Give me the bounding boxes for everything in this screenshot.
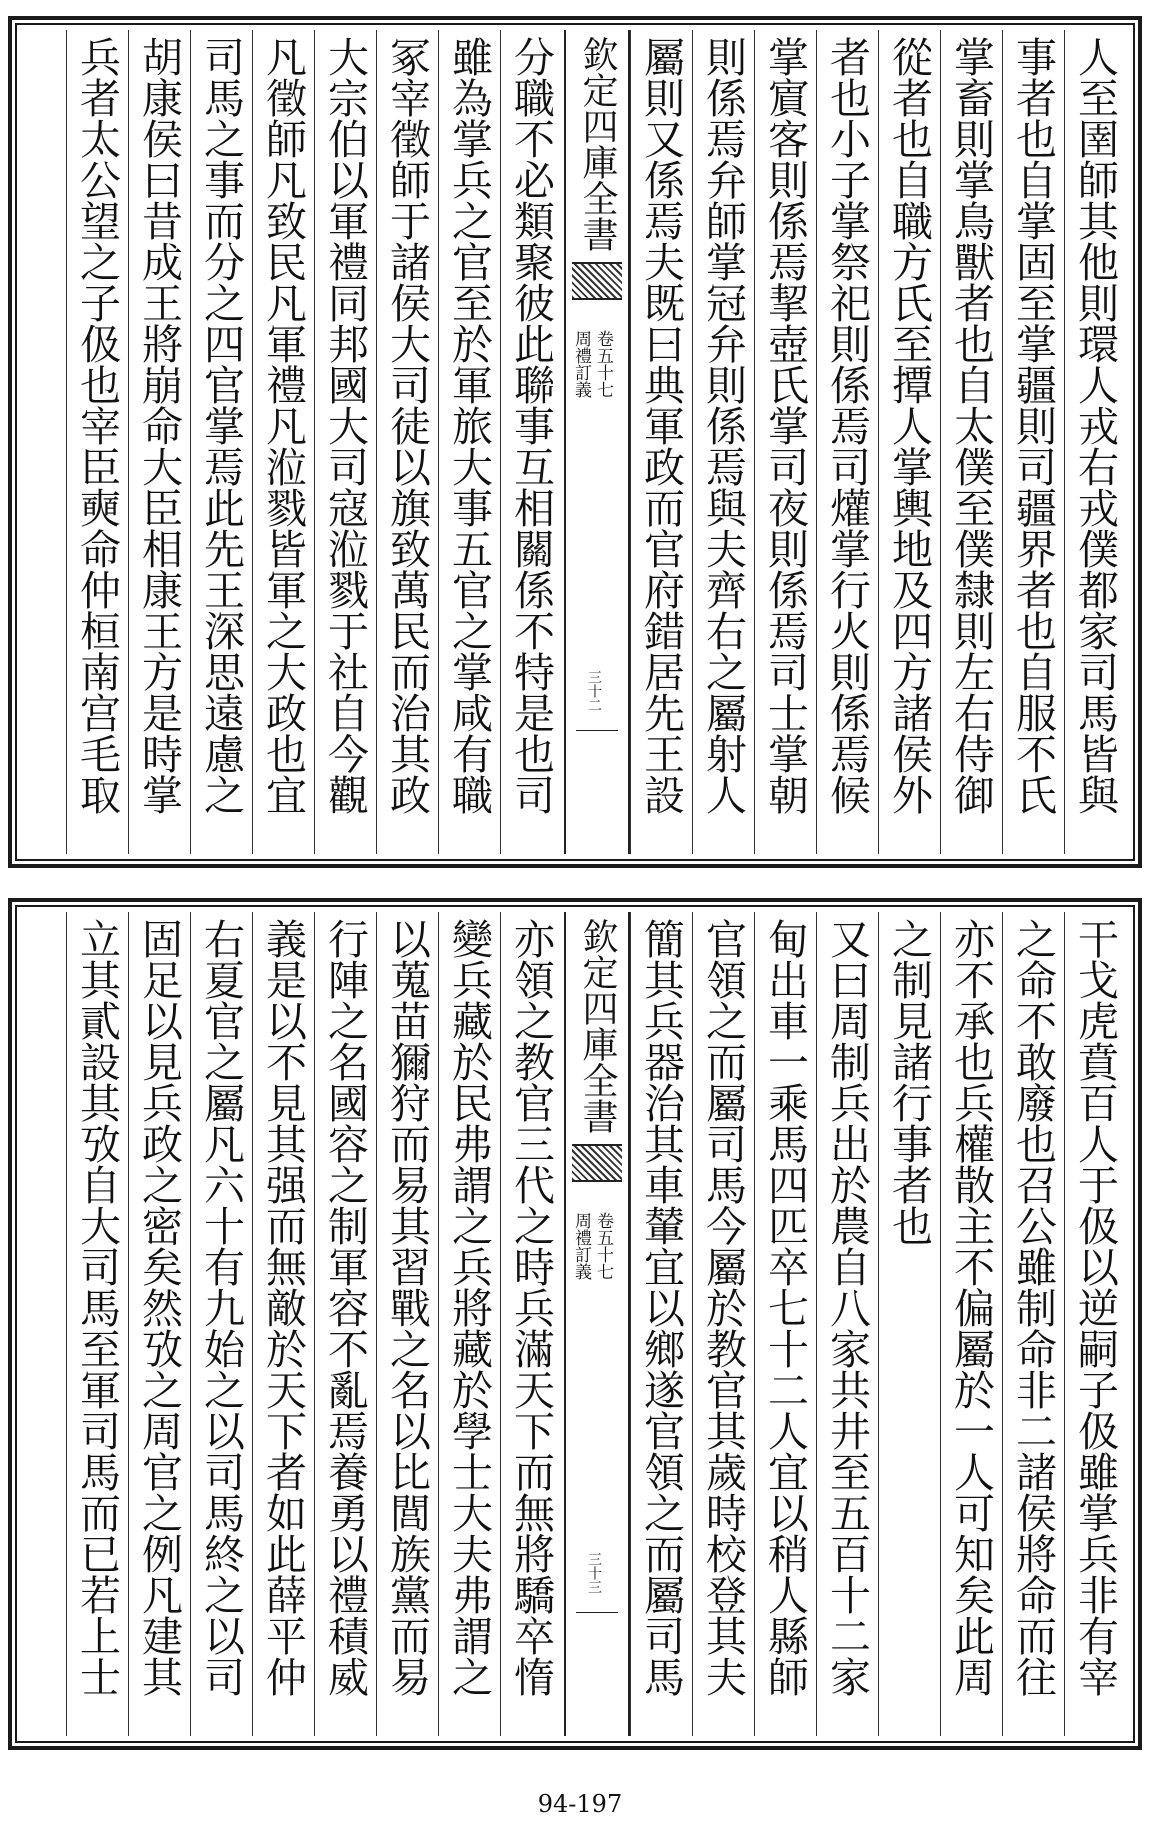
leaf-number: 三十三 bbox=[586, 1552, 602, 1594]
text-column: 胡康侯曰昔成王將崩命大臣相康王方是時掌 bbox=[128, 30, 190, 854]
top-page-panel bbox=[8, 16, 1142, 868]
text-column: 干戈虎賁百人于伋以逆嗣子伋雖掌兵非有宰 bbox=[1064, 912, 1126, 1736]
volume-number: 卷五十七 bbox=[593, 330, 613, 398]
text-column: 甸出車一乘馬四匹卒七十二人宜以稍人縣師 bbox=[754, 912, 816, 1736]
text-column: 兵者太公望之子伋也宰臣奭命仲桓南宫毛取 bbox=[66, 30, 128, 854]
text-column: 以蒐苗獮狩而易其習戰之名以比閭族黨而易 bbox=[376, 912, 438, 1736]
fish-tail-ornament bbox=[572, 1144, 622, 1182]
text-column: 屬則又係焉夫既曰典軍政而官府錯居先王設 bbox=[630, 30, 692, 854]
text-column: 亦不承也兵權散主不偏屬於一人可知矣此周 bbox=[940, 912, 1002, 1736]
volume-title: 周禮訂義 bbox=[571, 330, 591, 398]
fish-tail-ornament bbox=[572, 262, 622, 300]
text-column: 大宗伯以軍禮同邦國大司寇涖戮于社自今觀 bbox=[314, 30, 376, 854]
text-column: 冢宰徵師于諸侯大司徒以旗致萬民而治其政 bbox=[376, 30, 438, 854]
text-column: 掌畜則掌鳥獸者也自太僕至僕隸則左右侍御 bbox=[940, 30, 1002, 854]
text-column: 則係焉弁師掌冠弁則係焉與夫齊右之屬射人 bbox=[692, 30, 754, 854]
text-column: 從者也自職方氏至撢人掌輿地及四方諸侯外 bbox=[878, 30, 940, 854]
text-column: 變兵藏於民弗謂之兵將藏於學士大夫弗謂之 bbox=[438, 912, 500, 1736]
book-title: 欽定四庫全書 bbox=[577, 918, 618, 1134]
text-column: 掌賔客則係焉挈壺氏掌司夜則係焉司士掌朝 bbox=[754, 30, 816, 854]
volume-number: 卷五十七 bbox=[593, 1212, 613, 1280]
leaf-number: 三十二 bbox=[586, 670, 602, 712]
text-column: 亦領之教官三代之時兵滿天下而無將驕卒惰 bbox=[500, 912, 562, 1736]
center-header-column bbox=[564, 912, 630, 1736]
text-column: 事者也自掌固至掌疆則司疆界者也自服不氏 bbox=[1002, 30, 1064, 854]
text-column: 雖為掌兵之官至於軍旅大事五官之掌咸有職 bbox=[438, 30, 500, 854]
text-column: 司馬之事而分之四官掌焉此先王深思遠慮之 bbox=[190, 30, 252, 854]
text-column: 立其貳設其攷自大司馬至軍司馬而已若上士 bbox=[66, 912, 128, 1736]
text-column: 之制見諸行事者也 bbox=[878, 912, 940, 1736]
text-column: 者也小子掌祭祀則係焉司爟掌行火則係焉候 bbox=[816, 30, 878, 854]
text-column: 分職不必類聚彼此聯事互相關係不特是也司 bbox=[500, 30, 562, 854]
page-number: 94-197 bbox=[537, 1790, 623, 1818]
text-column: 行陣之名國容之制軍容不亂焉養勇以禮積威 bbox=[314, 912, 376, 1736]
text-column: 凡徵師凡致民凡軍禮凡涖戮皆軍之大政也宜 bbox=[252, 30, 314, 854]
divider bbox=[576, 730, 618, 731]
divider bbox=[576, 1612, 618, 1613]
text-column: 右夏官之屬凡六十有九始之以司馬終之以司 bbox=[190, 912, 252, 1736]
volume-title: 周禮訂義 bbox=[571, 1212, 591, 1280]
book-title: 欽定四庫全書 bbox=[577, 36, 618, 252]
bottom-page-panel bbox=[8, 898, 1142, 1750]
text-column: 之命不敢廢也召公雖制命非二諸侯將命而往 bbox=[1002, 912, 1064, 1736]
text-column: 人至圉師其他則環人戎右戎僕都家司馬皆與 bbox=[1064, 30, 1126, 854]
text-column: 固足以見兵政之密矣然攷之周官之例凡建其 bbox=[128, 912, 190, 1736]
text-column: 官領之而屬司馬今屬於教官其歲時校登其夫 bbox=[692, 912, 754, 1736]
text-column: 又曰周制兵出於農自八家共井至五百十二家 bbox=[816, 912, 878, 1736]
text-column: 義是以不見其强而無敵於天下者如此薛平仲 bbox=[252, 912, 314, 1736]
center-header-column bbox=[564, 30, 630, 854]
text-column: 簡其兵器治其車輦宜以鄉遂官領之而屬司馬 bbox=[630, 912, 692, 1736]
